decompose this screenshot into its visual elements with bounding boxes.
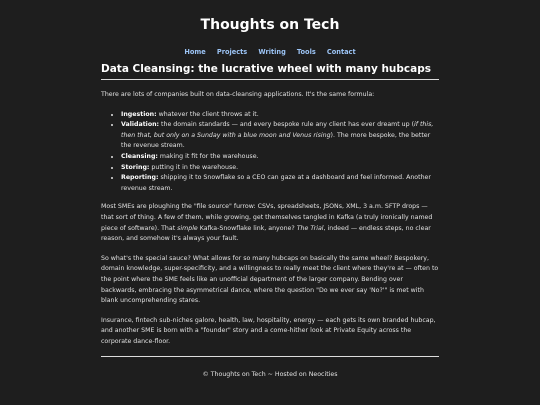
text-run: Kafka-Snowflake link, anyone? [197, 224, 297, 232]
text-run: Most SMEs are ploughing the "file source" furrow: CSVs, spreadsheets, JSONs, XML, 3 a.m. SFTP drops — that sort of thing. A few of them, while growing, get themselves tangled in Kafka (a truly ironically named piece of software). That [101, 203, 433, 232]
special-sauce-paragraph: So what's the special sauce? What allows for so many hubcaps on basically the same wheel? Bespokery, domain knowledge, super-specificity, and a willingness to really meet the client where they're at — often to the point where the SME feels like an unofficial department of the larger company. Bending over backwards, embracing the asymmetrical dance, where the question "Do we ever say 'No?'" is met with blank uncomprehending stares. [101, 254, 439, 305]
step-emphasis: if this, then that, but only on a Sunday with a blue moon and Venus rising [121, 121, 434, 139]
nav-link-home[interactable]: Home [184, 48, 206, 56]
nav-link-tools[interactable]: Tools [296, 48, 316, 56]
site-title: Thoughts on Tech [200, 17, 340, 33]
step-text: making it fit for the warehouse. [157, 152, 259, 160]
footer-text: © Thoughts on Tech ~ Hosted on Neocities [202, 371, 338, 379]
step-label: Ingestion: [121, 110, 157, 118]
nav-link-contact[interactable]: Contact [326, 48, 356, 56]
formula-list [101, 110, 439, 195]
list-item [121, 110, 439, 121]
list-item [121, 120, 439, 152]
step-text: whatever the client throws at it. [156, 110, 259, 118]
kafka-paragraph [101, 202, 439, 244]
step-text: the domain standards — and every bespoke rule any client has ever dreamt up ( [159, 121, 415, 129]
step-label: Reporting: [121, 174, 159, 182]
emphasis-the-trial: The Trial [296, 224, 324, 232]
text-run: , indeed — endless steps, no clear reason, and somehow it's always your fault. [101, 224, 431, 243]
nav-link-writing[interactable]: Writing [258, 48, 286, 56]
footer-divider [101, 356, 439, 357]
step-label: Storing: [121, 163, 150, 171]
step-label: Cleansing: [121, 152, 158, 160]
step-text: putting it in the warehouse. [149, 163, 239, 171]
list-item [121, 173, 439, 194]
list-item [121, 152, 439, 163]
main-nav [101, 39, 439, 56]
list-item [121, 163, 439, 174]
emphasis-simple: simple [177, 224, 198, 232]
step-label: Validation: [121, 121, 160, 129]
title-divider [101, 79, 439, 80]
step-text-2: ). The more bespoke, the better the revenue stream. [121, 131, 431, 150]
page [101, 0, 439, 378]
post-title: Data Cleansing: the lucrative wheel with many hubcaps [101, 63, 431, 75]
step-text: shipping it to Snowflake so a CEO can gaze at a dashboard and feel informed. Another revenue stream. [121, 174, 431, 192]
hubcaps-paragraph: Insurance, fintech sub-niches galore, health, law, hospitality, energy — each gets its own branded hubcap, and another SME is born with a "founder" story and a come-hither look at Private Equity across the corporate dance-floor. [101, 316, 436, 345]
intro-paragraph: There are lots of companies built on data-cleansing applications. It's the same formula: [101, 91, 375, 98]
nav-link-projects[interactable]: Projects [216, 48, 248, 56]
